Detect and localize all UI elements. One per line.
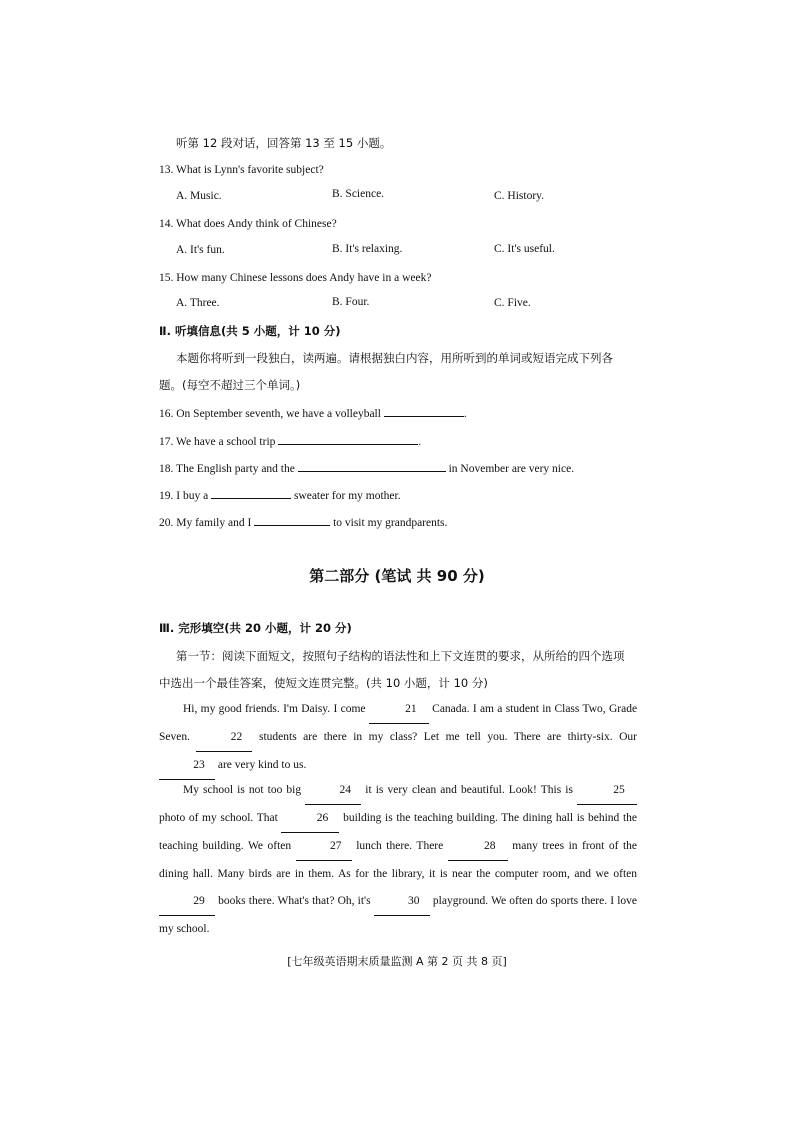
- fill-item-16-after: .: [463, 408, 467, 420]
- passage-text: books there. What's that? Oh, it's: [218, 895, 371, 907]
- cloze-blank-26[interactable]: 26: [281, 805, 339, 833]
- passage-text: playground. We often do sports there. I: [432, 895, 615, 907]
- fill-item-18-before: 18. The English party and the: [159, 463, 295, 475]
- passage-paragraph-1: [159, 696, 637, 780]
- cloze-blank-28[interactable]: 28: [448, 833, 508, 861]
- cloze-blank-27[interactable]: 27: [296, 833, 352, 861]
- passage-text: many trees in front of the: [512, 840, 638, 852]
- question-15-option-b: B. Four.: [332, 296, 370, 308]
- passage-text: dining hall. Many birds are in them. As for the library, it is near the computer room, and we often: [159, 868, 637, 880]
- fill-item-19: [159, 486, 401, 504]
- section-2-title: Ⅱ. 听填信息(共 5 小题，计 10 分): [159, 324, 341, 338]
- passage-text: Hi, my good friends. I'm Daisy. I come: [183, 703, 366, 715]
- fill-item-16: [159, 404, 467, 422]
- section-3-instruction-1: 第一节：阅读下面短文，按照句子结构的语法性和上下文连贯的要求，从所给的四个选项: [176, 649, 625, 663]
- question-13-option-a: A. Music.: [176, 190, 222, 202]
- fill-item-16-before: 16. On September seventh, we have a volleyball: [159, 408, 381, 420]
- fill-item-19-after: sweater for my mother.: [293, 490, 401, 502]
- question-14-option-a: A. It's fun.: [176, 244, 225, 256]
- fill-item-19-before: 19. I buy a: [159, 490, 209, 502]
- question-14-option-b: B. It's relaxing.: [332, 243, 403, 255]
- cloze-blank-29[interactable]: 29: [159, 888, 215, 916]
- passage-text: it is very clean and beautiful. Look! This is: [365, 784, 573, 796]
- passage-text: teaching building. We often: [159, 840, 292, 852]
- part-2-heading: 第二部分 (笔试 共 90 分): [309, 567, 485, 585]
- section-2-instruction-2: 题。(每空不超过三个单词。): [159, 378, 301, 392]
- question-13-option-b: B. Science.: [332, 188, 385, 200]
- question-15-stem: 15. How many Chinese lessons does Andy have in a week?: [159, 272, 432, 284]
- passage-text: lunch there. There: [356, 840, 444, 852]
- passage-text: My school is not too big: [183, 784, 302, 796]
- section-2-instruction-1: 本题你将听到一段独白，读两遍。请根据独白内容，用所听到的单词或短语完成下列各: [176, 351, 613, 365]
- cloze-blank-21[interactable]: 21: [369, 696, 429, 724]
- question-14-option-c: C. It's useful.: [494, 243, 555, 255]
- fill-item-20-after: to visit my grandparents.: [333, 517, 448, 529]
- answer-blank-19[interactable]: [211, 486, 291, 499]
- question-15-option-c: C. Five.: [494, 297, 531, 309]
- answer-blank-20[interactable]: [254, 513, 330, 526]
- cloze-blank-30[interactable]: 30: [374, 888, 430, 916]
- question-13-stem: 13. What is Lynn's favorite subject?: [159, 164, 324, 176]
- passage-text: Grade Seven.: [159, 703, 638, 743]
- passage-text: building is the teaching building. The dining hall is behind the: [343, 812, 637, 824]
- cloze-blank-24[interactable]: 24: [305, 777, 361, 805]
- passage-text: photo of my school. That: [159, 812, 278, 824]
- passage-text: are very kind to us.: [217, 759, 307, 771]
- fill-item-18-after: in November are very nice.: [448, 463, 575, 475]
- cloze-blank-25[interactable]: 25: [577, 777, 637, 805]
- answer-blank-16[interactable]: [384, 404, 464, 417]
- passage-text: Canada. I am a student in Class Two,: [432, 703, 606, 715]
- question-14-stem: 14. What does Andy think of Chinese?: [159, 218, 337, 230]
- answer-blank-18[interactable]: [298, 459, 446, 472]
- fill-item-17: [159, 432, 421, 450]
- cloze-blank-23[interactable]: 23: [159, 752, 215, 780]
- question-15-option-a: A. Three.: [176, 297, 220, 309]
- passage-paragraph-2: [159, 777, 637, 943]
- fill-item-20-before: 20. My family and I: [159, 517, 252, 529]
- section-3-title: Ⅲ. 完形填空(共 20 小题，计 20 分): [159, 621, 352, 635]
- listening-intro-12: 听第 12 段对话，回答第 13 至 15 小题。: [176, 136, 392, 150]
- section-3-instruction-2: 中选出一个最佳答案，使短文连贯完整。(共 10 小题，计 10 分): [159, 676, 488, 690]
- fill-item-17-after: .: [418, 436, 422, 448]
- answer-blank-17[interactable]: [278, 432, 418, 445]
- fill-item-20: [159, 513, 447, 531]
- passage-text: love my school.: [159, 895, 638, 935]
- fill-item-17-before: 17. We have a school trip: [159, 436, 276, 448]
- fill-item-18: [159, 459, 574, 477]
- passage-text: students are there in my class? Let me tell you. There are thirty-six. Our: [258, 731, 638, 743]
- page-footer: [七年级英语期末质量监测 A 第 2 页 共 8 页]: [287, 955, 507, 968]
- cloze-blank-22[interactable]: 22: [196, 724, 252, 752]
- question-13-option-c: C. History.: [494, 190, 545, 202]
